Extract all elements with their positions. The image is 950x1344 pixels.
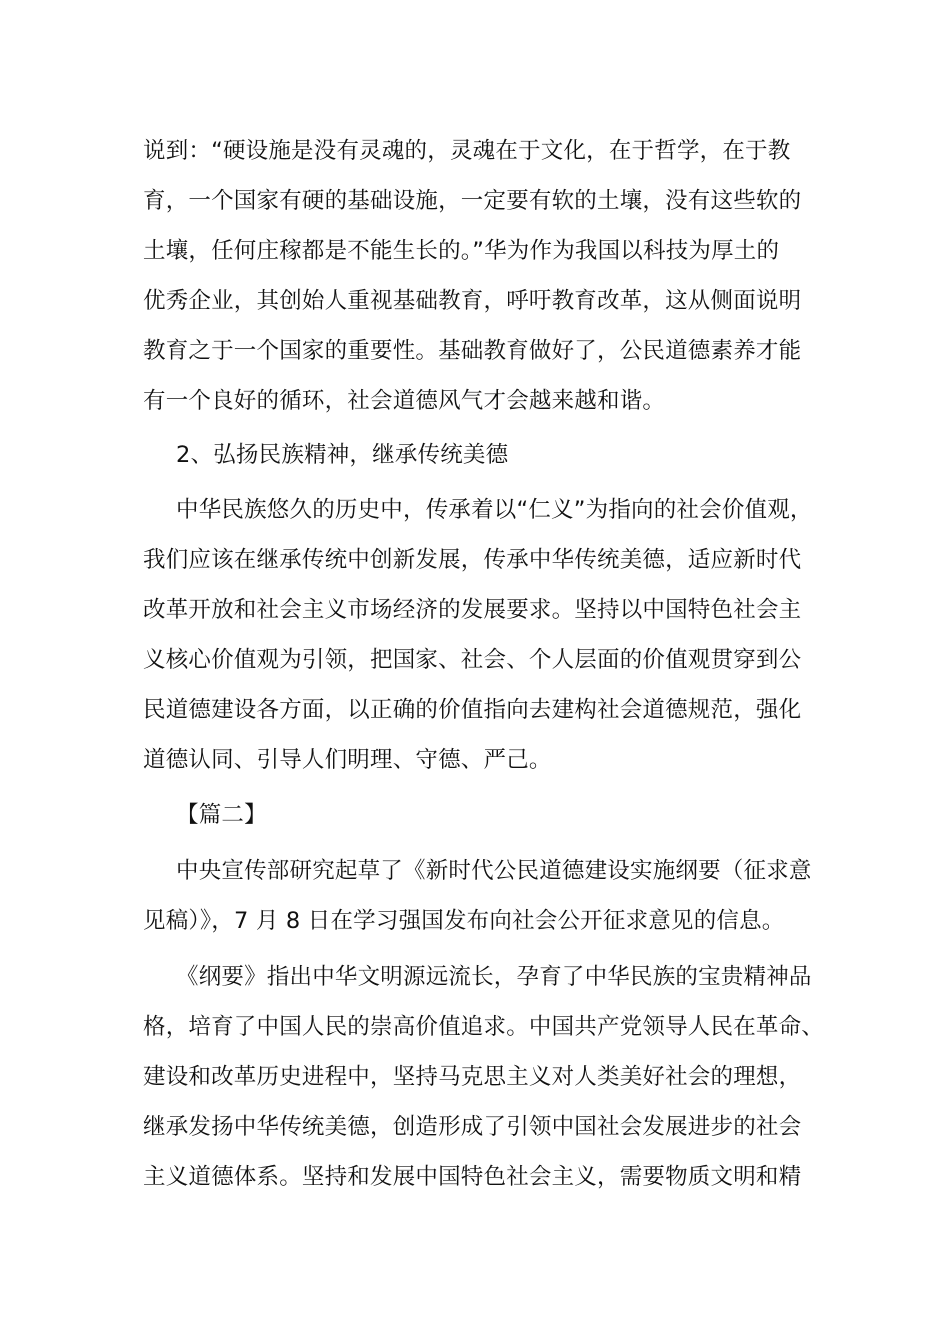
- paragraph-line: 有一个良好的循环，社会道德风气才会越来越和谐。: [143, 388, 666, 414]
- paragraph-line: 主义道德体系。坚持和发展中国特色社会主义，需要物质文明和精: [143, 1164, 802, 1190]
- paragraph-line: 优秀企业，其创始人重视基础教育，呼吁教育改革，这从侧面说明: [143, 288, 802, 314]
- paragraph-line: 义核心价值观为引领，把国家、社会、个人层面的价值观贯穿到公: [143, 647, 802, 673]
- section-heading: 2、弘扬民族精神，继承传统美德: [176, 442, 509, 468]
- paragraph-line: 《纲要》指出中华文明源远流长，孕育了中华民族的宝贵精神品: [176, 964, 812, 990]
- section-heading: 【篇二】: [176, 802, 267, 828]
- paragraph-line: 见稿）》，7 月 8 日在学习强国发布向社会公开征求意见的信息。: [143, 908, 785, 934]
- paragraph-line: 育，一个国家有硬的基础设施，一定要有软的土壤，没有这些软的: [143, 188, 802, 214]
- paragraph-line: 改革开放和社会主义市场经济的发展要求。坚持以中国特色社会主: [143, 597, 802, 623]
- paragraph-line: 教育之于一个国家的重要性。基础教育做好了，公民道德素养才能: [143, 338, 802, 364]
- paragraph-line: 土壤，任何庄稼都是不能生长的。”华为作为我国以科技为厚土的: [143, 238, 780, 264]
- paragraph-line: 说到：“硬设施是没有灵魂的，灵魂在于文化，在于哲学，在于教: [143, 138, 791, 164]
- paragraph-line: 格，培育了中国人民的崇高价值追求。中国共产党领导人民在革命、: [143, 1014, 825, 1040]
- paragraph-line: 建设和改革历史进程中，坚持马克思主义对人类美好社会的理想，: [143, 1064, 802, 1090]
- paragraph-line: 继承发扬中华传统美德，创造形成了引领中国社会发展进步的社会: [143, 1114, 802, 1140]
- paragraph-line: 中央宣传部研究起草了《新时代公民道德建设实施纲要（征求意: [176, 858, 812, 884]
- paragraph-line: 道德认同、引导人们明理、守德、严己。: [143, 747, 552, 773]
- paragraph-line: 民道德建设各方面，以正确的价值指向去建构社会道德规范，强化: [143, 697, 802, 723]
- paragraph-line: 我们应该在继承传统中创新发展，传承中华传统美德，适应新时代: [143, 547, 802, 573]
- paragraph-line: 中华民族悠久的历史中，传承着以“仁义”为指向的社会价值观，: [176, 497, 813, 523]
